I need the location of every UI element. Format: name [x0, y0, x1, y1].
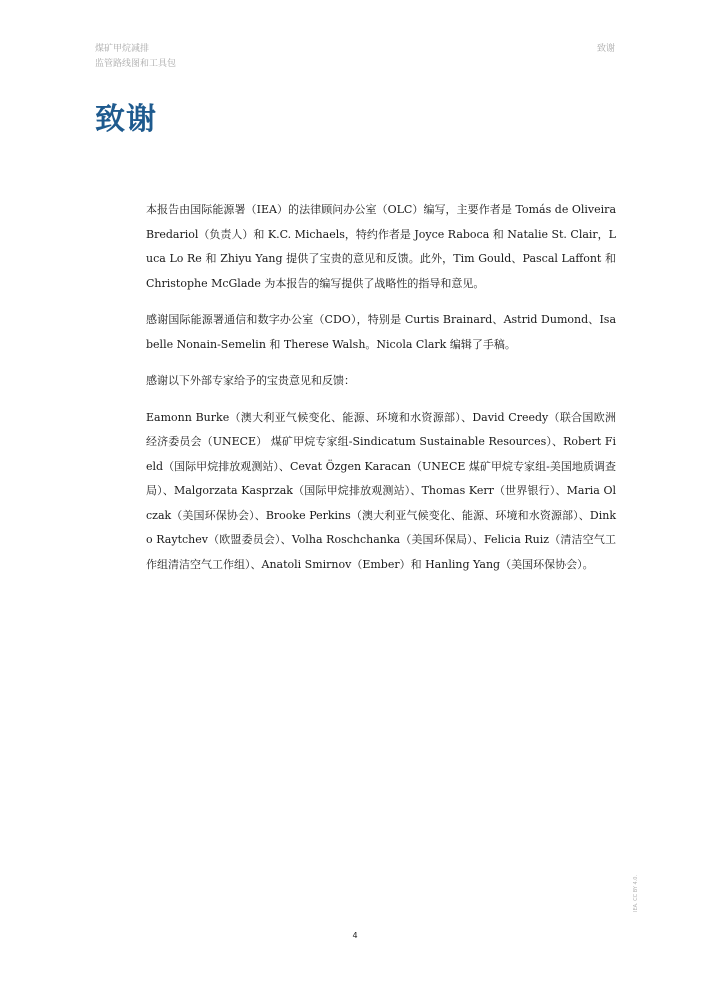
paragraph-external-intro: 感谢以下外部专家给予的宝贵意见和反馈： — [146, 374, 355, 387]
paragraph-external-experts: Eamonn Burke（澳大利亚气候变化、能源、环境和水资源部）、David Creedy（联合国欧洲经济委员会（UNECE） 煤矿甲烷专家组-Sindicatum Sustainable Resources）、Robert Field（国际甲烷排放观测站）、Cevat Özgen Karacan（UNECE 煤矿甲烷专家组-美国地质调查局）、Malgorzata Kasprzak（国际甲烷排放观测站）、Thomas Kerr（世界银行）、Maria Olczak（美国环保协会）、Brooke Perkins（澳大利亚气候变化、能源、环境和水资源部）、Dinko Raytchev（欧盟委员会）、Volha Roschchanka（美国环保局）、Felicia Ruiz（清洁空气工作组清洁空气工作组）、Anatoli Smirnov（Ember）和 Hanling Yang（美国环保协会）。 — [146, 410, 616, 571]
page-title: 致谢 — [95, 102, 157, 137]
page-number: 4 — [352, 931, 358, 940]
acknowledgements-body — [146, 198, 616, 589]
license-notice: IEA. CC BY 4.0. — [633, 874, 639, 912]
section-label: 致谢 — [596, 44, 615, 54]
paragraph-cdo: 感谢国际能源署通信和数字办公室（CDO），特别是 Curtis Brainard、Astrid Dumond、Isabelle Nonain-Semelin 和 Therese Walsh。Nicola Clark 编辑了手稿。 — [146, 313, 616, 351]
running-header — [95, 42, 176, 72]
paragraph-authors: 本报告由国际能源署（IEA）的法律顾问办公室（OLC）编写，主要作者是 Tomás de Oliveira Bredariol（负责人）和 K.C. Michaels，特约作者是 Joyce Raboca 和 Natalie St. Clair，Luca Lo Re 和 Zhiyu Yang 提供了宝贵的意见和反馈。此外，Tim Gould、Pascal Laffont 和 Christophe McGlade 为本报告的编写提供了战略性的指导和意见。 — [146, 203, 616, 290]
report-title-line-1: 煤矿甲烷减排 — [95, 44, 150, 54]
report-title-line-2: 监管路线图和工具包 — [95, 59, 177, 69]
